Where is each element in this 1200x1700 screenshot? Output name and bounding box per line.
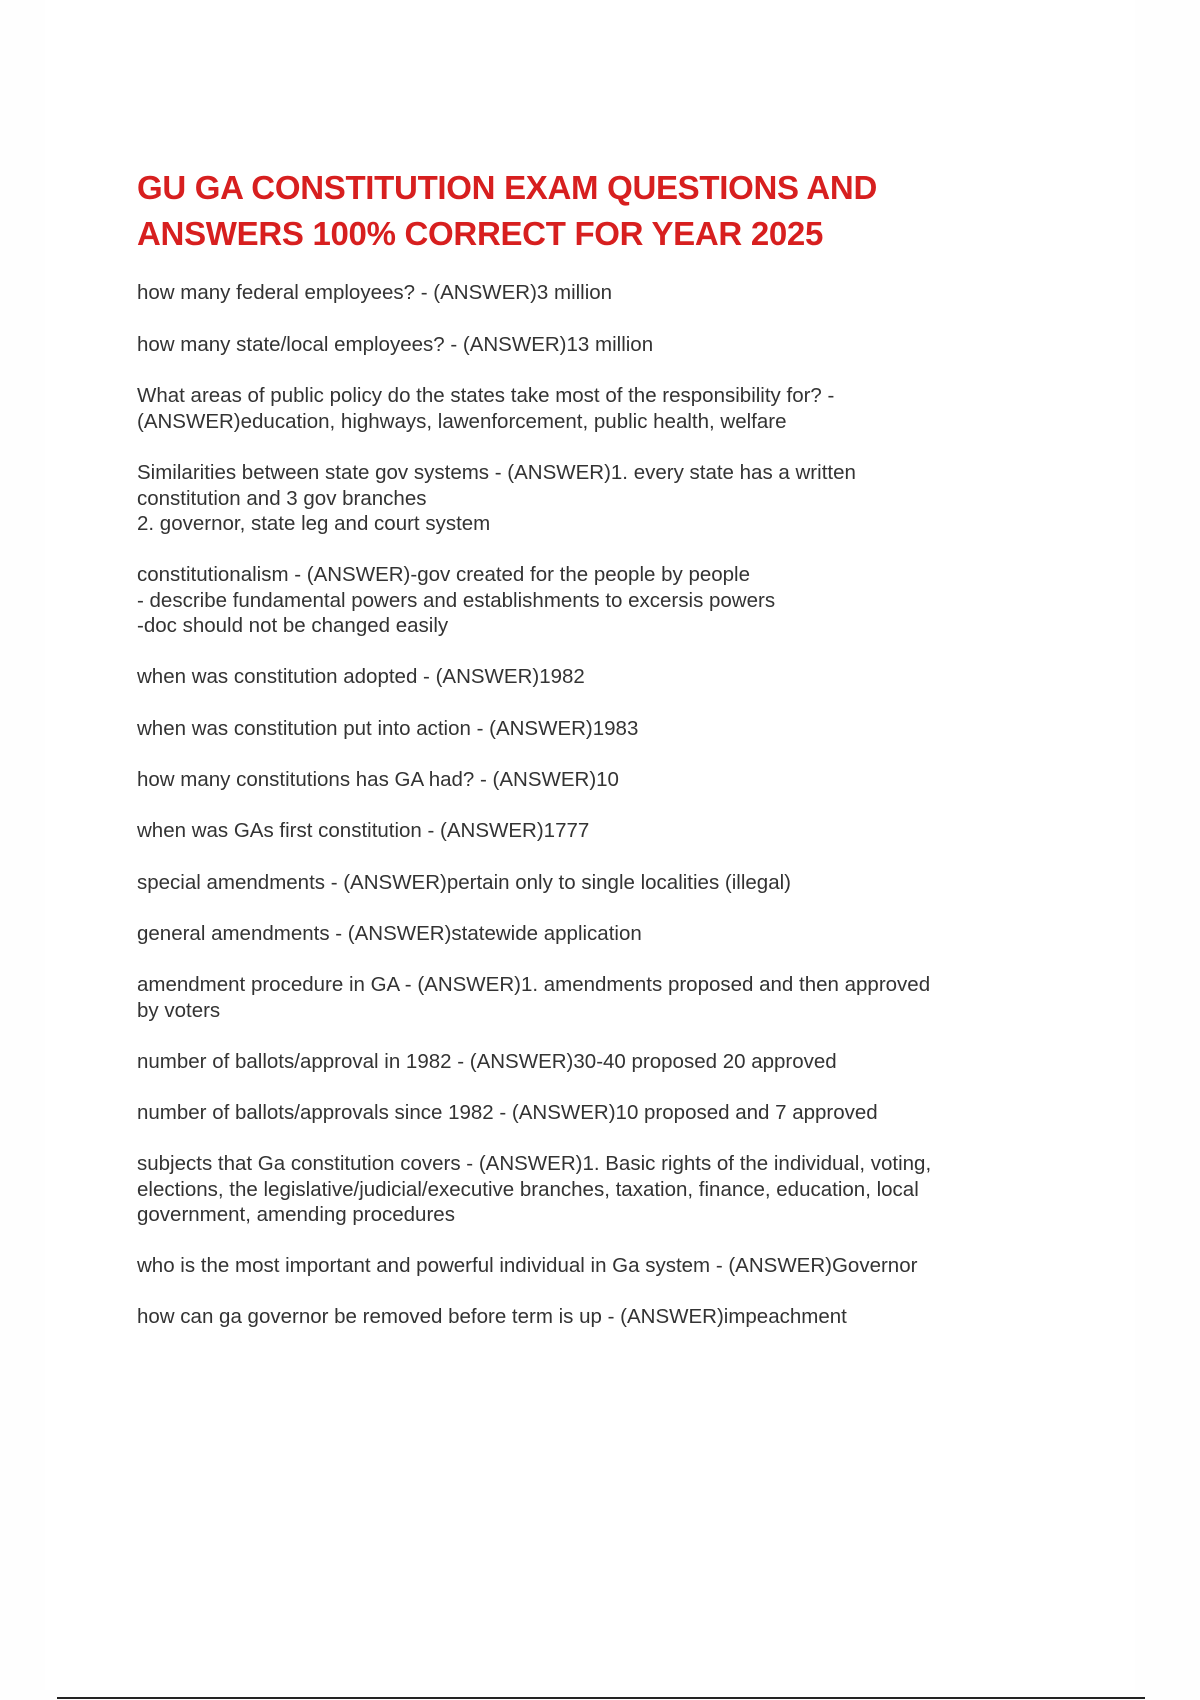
- qa-item: subjects that Ga constitution covers - (ANSWER)1. Basic rights of the individual, voting, elections, the legislative/judicial/executive branches, taxation, finance, education, local government, amending procedures: [137, 1152, 932, 1226]
- qa-item: how many state/local employees? - (ANSWER)13 million: [137, 333, 654, 356]
- title-line-2: ANSWERS 100% CORRECT FOR YEAR 2025: [137, 215, 824, 252]
- qa-item: when was GAs first constitution - (ANSWER)1777: [137, 819, 590, 842]
- qa-item: amendment procedure in GA - (ANSWER)1. amendments proposed and then approved by voters: [137, 973, 931, 1022]
- qa-item: when was constitution adopted - (ANSWER)1982: [137, 665, 585, 688]
- qa-item: number of ballots/approval in 1982 - (ANSWER)30-40 proposed 20 approved: [137, 1050, 837, 1073]
- qa-item: how many constitutions has GA had? - (ANSWER)10: [137, 768, 619, 791]
- qa-item: when was constitution put into action - (ANSWER)1983: [137, 717, 639, 740]
- qa-item: number of ballots/approvals since 1982 - (ANSWER)10 proposed and 7 approved: [137, 1101, 878, 1124]
- qa-item: Similarities between state gov systems - (ANSWER)1. every state has a written constitution and 3 gov branches 2. governor, state leg and court system: [137, 461, 856, 535]
- qa-item: how can ga governor be removed before term is up - (ANSWER)impeachment: [137, 1305, 847, 1328]
- title-line-1: GU GA CONSTITUTION EXAM QUESTIONS AND: [137, 169, 877, 206]
- qa-item: who is the most important and powerful individual in Ga system - (ANSWER)Governor: [137, 1254, 918, 1277]
- qa-item: how many federal employees? - (ANSWER)3 million: [137, 281, 613, 304]
- page-divider: [57, 1697, 1145, 1699]
- qa-item: constitutionalism - (ANSWER)-gov created for the people by people - describe fundamental powers and establishments to excersis powers -doc should not be changed easily: [137, 563, 776, 637]
- qa-item: general amendments - (ANSWER)statewide application: [137, 922, 642, 945]
- document-title: [137, 165, 1037, 257]
- qa-item: special amendments - (ANSWER)pertain only to single localities (illegal): [137, 871, 791, 894]
- qa-item: What areas of public policy do the states take most of the responsibility for? - (ANSWER)education, highways, lawenforcement, public health, welfare: [137, 384, 835, 433]
